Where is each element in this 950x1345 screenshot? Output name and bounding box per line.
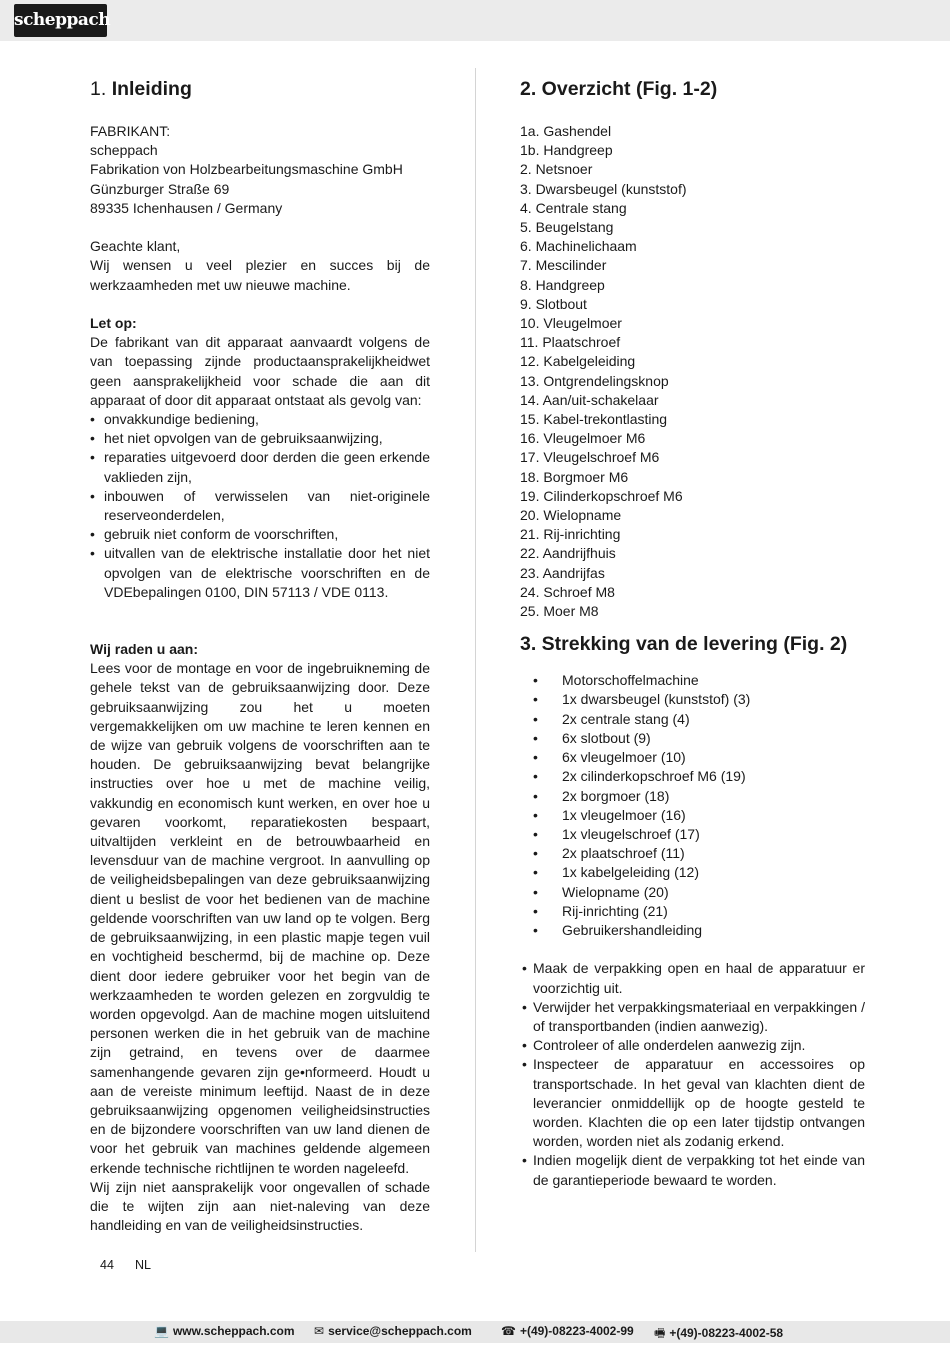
- list-item: 15. Kabel-trekontlasting: [520, 411, 668, 428]
- wish-text: Wij wensen u veel plezier en succes bij de werkzaamheden met uw nieuwe machine.: [90, 257, 430, 293]
- footer-bar: [0, 1321, 950, 1343]
- page-number: 44: [100, 1258, 114, 1272]
- list-item: 10. Vleugelmoer: [520, 315, 622, 332]
- list-item: 1a. Gashendel: [520, 123, 612, 139]
- manufacturer-line: Günzburger Straße 69: [90, 180, 230, 197]
- manufacturer-line: FABRIKANT:: [90, 123, 171, 139]
- list-item: • Indien mogelijk dient de verpakking tot het einde van de garantieperiode bewaard te worden.: [520, 1151, 865, 1189]
- list-item: 17. Vleugelschroef M6: [520, 449, 660, 466]
- manufacturer-line: Fabrikation von Holzbearbeitungsmaschine GmbH: [90, 161, 403, 178]
- list-item: 25. Moer M8: [520, 603, 599, 620]
- unpacking-steps: [520, 959, 865, 1189]
- advice-text: Lees voor de montage en voor de ingebruikneming de gehele tekst van de gebruiksaanwijzing door. Deze gebruiksaanwijzing zou het u moeten vergemakkelijken om uw machine te leren kennen en de wijze van gebruik volgens de voorschriften aan te houden. De gebruiksaanwijzing bevat belangrijke instructies over hoe u met de machine veilig, vakkundig en economisch kunt werken, en over hoe u gevaren voorkomt, reparatiekosten bespaart, uitvaltijden verkleint en de betrouwbaarheid en levensduur van de machine vergroot. In aanvulling op de veiligheidsbepalingen van deze gebruiksaanwijzing dient u beslist de voor het bedienen van de machine geldende voorschriften van uw land op te volgen. Berg de gebruiksaanwijzing, in een plastic mapje tegen vuil en vochtigheid beschermd, bij de machine op. Deze dient door iedere gebruiker voor het begin van de werkzaamheden te worden gelezen en zorgvuldig te worden opgevolgd. Aan de machine mogen uitsluitend personen werken die in het gebruik van de machine zijn getraind, en tevens over de daarmee samenhangende gevaren zijn ge•nformeerd. Houdt u aan de vereiste minimum leeftijd. Naast de in deze gebruiksaanwijzing opgenomen veiligheidsinstructies en de bijzondere voorschriften van uw land dienen de voor het gebruik van machines geldende algemeen erkende technische richtlijnen te worden nageleefd.: [90, 660, 430, 1176]
- language-code: NL: [135, 1258, 151, 1272]
- fax-icon: 🖷: [654, 1326, 666, 1340]
- liability-text: Wij zijn niet aansprakelijk voor ongevallen of schade die te wijten zijn aan niet-naleving van deze handleiding en van de veiligheidsinstructies.: [90, 1178, 430, 1234]
- footer-fax[interactable]: 🖷 +(49)-08223-4002-58: [654, 1324, 783, 1345]
- list-item: • Motorschoffelmachine: [520, 671, 865, 690]
- phone-icon: ☎: [501, 1324, 516, 1338]
- list-item: 14. Aan/uit-schakelaar: [520, 391, 659, 408]
- footer-phone[interactable]: ☎ +(49)-08223-4002-99: [501, 1324, 634, 1338]
- footer-web[interactable]: 💻 www.scheppach.com: [154, 1324, 295, 1338]
- list-item: • Wielopname (20): [520, 883, 865, 902]
- list-item: • Verwijder het verpakkingsmateriaal en verpakkingen / of transportbanden (indien aanwezig).: [520, 998, 865, 1036]
- list-item: 22. Aandrijfhuis: [520, 545, 616, 562]
- note-bullet-list: [90, 410, 430, 602]
- list-item: 6. Machinelichaam: [520, 238, 637, 255]
- list-item: 13. Ontgrendelingsknop: [520, 372, 669, 389]
- list-item: • 6x vleugelmoer (10): [520, 748, 865, 767]
- section-2-title: 2. Overzicht (Fig. 1-2): [520, 78, 718, 100]
- list-item: • Inspecteer de apparatuur en accessoires op transportschade. In het geval van klachten dient de leverancier onmiddellijk op de hoogte gesteld te worden. Klachten die op een later tijdstip ontvangen worden, worden niet als zodanig erkend.: [520, 1055, 865, 1151]
- list-item: • onvakkundige bediening,: [90, 410, 430, 429]
- list-item: 16. Vleugelmoer M6: [520, 430, 646, 447]
- list-item: 23. Aandrijfas: [520, 564, 605, 581]
- list-item: 12. Kabelgeleiding: [520, 353, 636, 370]
- manufacturer-line: scheppach: [90, 142, 158, 159]
- list-item: • Maak de verpakking open en haal de apparatuur er voorzichtig uit.: [520, 959, 865, 997]
- list-item: • het niet opvolgen van de gebruiksaanwijzing,: [90, 429, 430, 448]
- manufacturer-line: 89335 Ichenhausen / Germany: [90, 199, 283, 216]
- list-item: 11. Plaatschroef: [520, 334, 621, 351]
- list-item: • 2x plaatschroef (11): [520, 844, 865, 863]
- list-item: • inbouwen of verwisselen van niet-originele reserveonderdelen,: [90, 487, 430, 525]
- list-item: • gebruik niet conform de voorschriften,: [90, 525, 430, 544]
- list-item: 20. Wielopname: [520, 507, 622, 524]
- list-item: 7. Mescilinder: [520, 257, 607, 274]
- overview-list: [520, 122, 865, 621]
- list-item: • reparaties uitgevoerd door derden die geen erkende vaklieden zijn,: [90, 448, 430, 486]
- top-bar: [0, 0, 950, 41]
- scheppach-logo: scheppach: [14, 4, 107, 37]
- list-item: 5. Beugelstang: [520, 219, 614, 236]
- footer-email[interactable]: ✉ service@scheppach.com: [314, 1324, 472, 1338]
- list-item: • 1x kabelgeleiding (12): [520, 863, 865, 882]
- list-item: 3. Dwarsbeugel (kunststof): [520, 180, 687, 197]
- section-3-title: 3. Strekking van de levering (Fig. 2): [520, 633, 848, 656]
- list-item: • Gebruikershandleiding: [520, 921, 865, 940]
- list-item: • 1x dwarsbeugel (kunststof) (3): [520, 690, 865, 709]
- list-item: • 2x borgmoer (18): [520, 787, 865, 806]
- list-item: • 1x vleugelschroef (17): [520, 825, 865, 844]
- greeting: Geachte klant,: [90, 238, 181, 255]
- email-icon: ✉: [314, 1324, 325, 1338]
- computer-icon: 💻: [154, 1324, 169, 1338]
- note-text: De fabrikant van dit apparaat aanvaardt volgens de van toepassing zijnde productaansprakelijkheidwet geen aansprakelijkheid voor schade die aan dit apparaat of door dit apparaat ontstaat als gevolg van:: [90, 334, 430, 408]
- list-item: 18. Borgmoer M6: [520, 468, 629, 485]
- left-column: [90, 76, 430, 1235]
- list-item: • 2x centrale stang (4): [520, 710, 865, 729]
- list-item: 8. Handgreep: [520, 276, 605, 293]
- list-item: • 6x slotbout (9): [520, 729, 865, 748]
- list-item: 1b. Handgreep: [520, 142, 613, 159]
- right-column: [520, 76, 865, 1190]
- list-item: 21. Rij-inrichting: [520, 526, 621, 543]
- list-item: • Rij-inrichting (21): [520, 902, 865, 921]
- advice-heading: Wij raden u aan:: [90, 641, 199, 658]
- list-item: • 1x vleugelmoer (16): [520, 806, 865, 825]
- list-item: • uitvallen van de elektrische installatie door het niet opvolgen van de elektrische voorschriften en de VDEbepalingen 0100, DIN 57113 / VDE 0113.: [90, 544, 430, 602]
- column-divider: [475, 68, 476, 1252]
- scope-list: [520, 671, 865, 940]
- note-heading: Let op:: [90, 315, 137, 331]
- list-item: 19. Cilinderkopschroef M6: [520, 487, 683, 504]
- section-1-title: 1. Inleiding: [90, 78, 192, 100]
- manufacturer-block: [90, 122, 430, 218]
- list-item: 24. Schroef M8: [520, 583, 615, 600]
- list-item: 9. Slotbout: [520, 295, 587, 312]
- list-item: • 2x cilinderkopschroef M6 (19): [520, 767, 865, 786]
- list-item: • Controleer of alle onderdelen aanwezig zijn.: [520, 1036, 865, 1055]
- list-item: 4. Centrale stang: [520, 199, 627, 216]
- list-item: 2. Netsnoer: [520, 161, 593, 178]
